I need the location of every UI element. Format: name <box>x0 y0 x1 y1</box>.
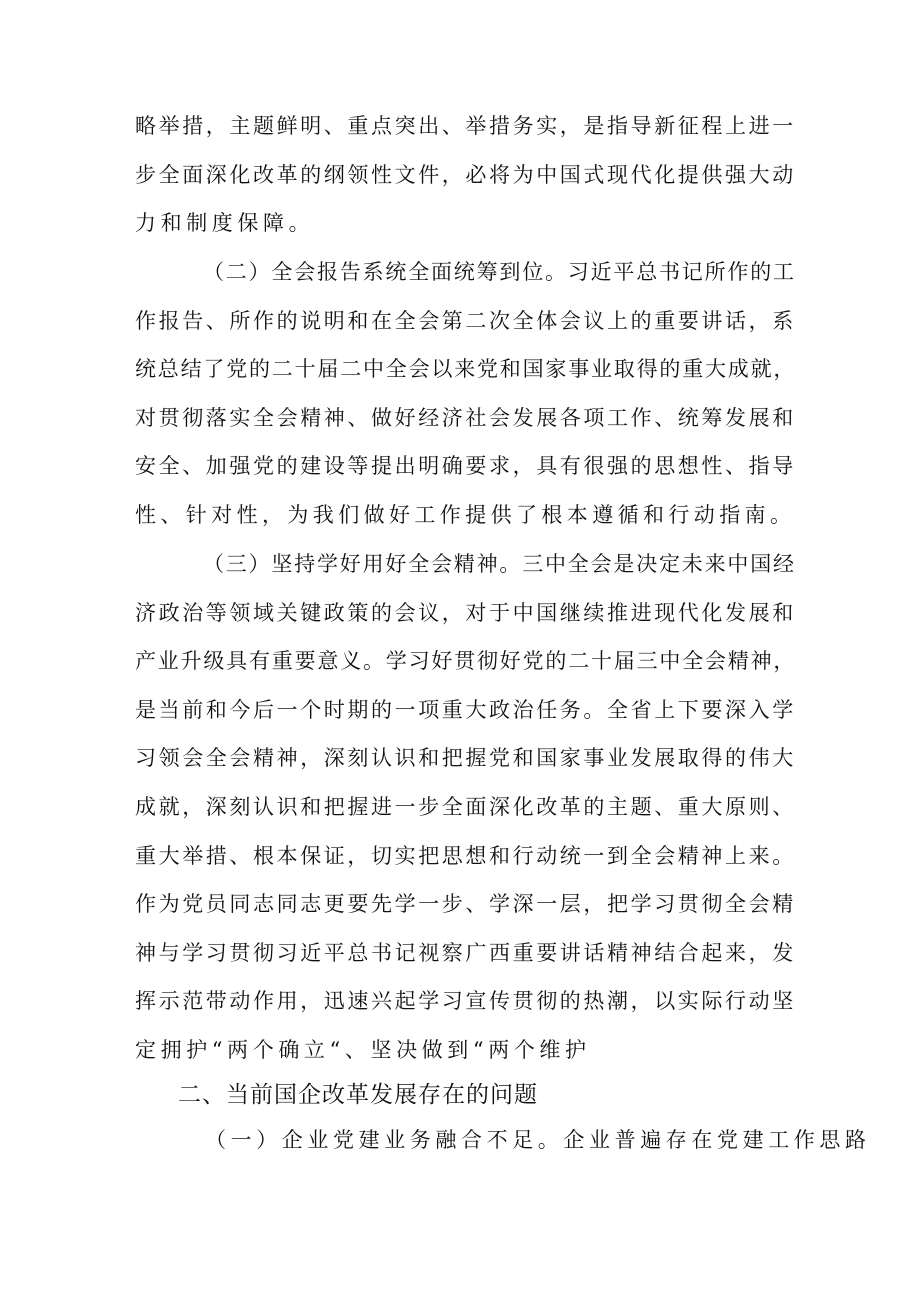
text-line: （二）全会报告系统全面统筹到位。习近平总书记所作的工 <box>203 260 796 284</box>
paragraph-4 <box>205 1124 871 1154</box>
text-line: 产业升级具有重要意义。学习好贯彻好党的二十届三中全会精神， <box>135 649 797 674</box>
text-line: 挥示范带动作用，迅速兴起学习宣传贯彻的热潮，以实际行动坚 <box>135 989 796 1014</box>
text-line: 济政治等领域关键政策的会议，对于中国继续推进现代化发展和 <box>135 600 796 625</box>
section-heading: 二、当前国企改革发展存在的问题 <box>178 1082 538 1108</box>
text-line: 重大举措、根本保证，切实把思想和行动统一到全会精神上来。 <box>135 843 796 868</box>
text-line: （一）企业党建业务融合不足。企业普遍存在党建工作思路 <box>205 1128 871 1152</box>
text-line: 对贯彻落实全会精神、做好经济社会发展各项工作、统筹发展和 <box>135 405 796 430</box>
text-line: 力和制度保障。 <box>135 211 315 236</box>
text-line: 习领会全会精神，深刻认识和把握党和国家事业发展取得的伟大 <box>135 746 796 771</box>
paragraph-3 <box>135 540 795 1075</box>
text-line: 作为党员同志同志更要先学一步、学深一层，把学习贯彻全会精 <box>135 892 796 917</box>
text-line: （三）坚持学好用好全会精神。三中全会是决定未来中国经 <box>203 552 796 576</box>
paragraph-2 <box>135 248 795 540</box>
text-line: 神与学习贯彻习近平总书记视察广西重要讲话精神结合起来，发 <box>135 940 796 965</box>
text-line: 统总结了党的二十届二中全会以来党和国家事业取得的重大成就， <box>135 357 797 382</box>
text-line: 是当前和今后一个时期的一项重大政治任务。全省上下要深入学 <box>135 697 796 722</box>
paragraph-1 <box>135 102 795 248</box>
text-line: 略举措，主题鲜明、重点突出、举措务实，是指导新征程上进一 <box>135 114 796 138</box>
text-line: 步全面深化改革的纲领性文件，必将为中国式现代化提供强大动 <box>135 162 796 187</box>
text-line: 安全、加强党的建设等提出明确要求，具有很强的思想性、指导 <box>135 454 796 479</box>
text-line: 性、针对性，为我们做好工作提供了根本遵循和行动指南。 <box>135 502 796 527</box>
text-line: 作报告、所作的说明和在全会第二次全体会议上的重要讲话，系 <box>135 308 796 333</box>
text-line: 成就，深刻认识和把握进一步全面深化改革的主题、重大原则、 <box>135 794 796 819</box>
text-line: 定拥护“两个确立“、坚决做到“两个维护 <box>135 1037 591 1062</box>
